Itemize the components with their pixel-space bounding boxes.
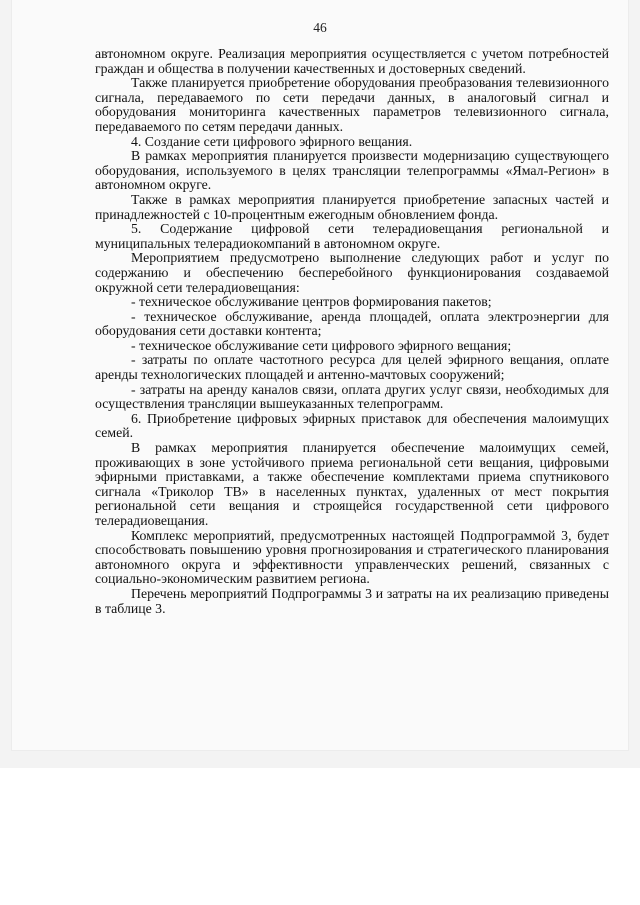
paragraph-continuation: автономном округе. Реализация мероприятия осуществляется с учетом потребностей граждан и общества в получении качественных и достоверных сведений.	[95, 46, 609, 76]
list-item: - затраты по оплате частотного ресурса для целей эфирного вещания, оплате аренды технологических площадей и антенно-мачтовых сооружений;	[95, 352, 609, 383]
document-page	[12, 0, 628, 750]
paragraph-equipment: Также планируется приобретение оборудования преобразования телевизионного сигнала, передаваемого по сети передачи данных, в аналоговый сигнал и оборудования мониторинга качественных параметров телевизионного сигнала, передаваемого по сетям передачи данных.	[95, 75, 609, 134]
list-item: - техническое обслуживание центров формирования пакетов;	[131, 294, 492, 310]
paragraph-spare-parts: Также в рамках мероприятия планируется приобретение запасных частей и принадлежностей с 10-процентным ежегодным обновлением фонда.	[95, 191, 609, 222]
heading-item-5: 5. Содержание цифровой сети телерадиовещания региональной и муниципальных телерадиокомпаний в автономном округе.	[95, 221, 609, 251]
page-body	[95, 47, 609, 616]
page-number: 46	[313, 20, 327, 35]
paragraph-table-reference: Перечень мероприятий Подпрограммы 3 и затраты на их реализацию приведены в таблице 3.	[95, 585, 609, 616]
paragraph-set-top-boxes: В рамках мероприятия планируется обеспечение малоимущих семей, проживающих в зоне устойчивого приема региональной сети вещания, цифровыми эфирными приставками, а также обеспечение комплектами приема спутникового сигнала «Триколор ТВ» в населенных пунктах, удаленных от мест покрытия региональной сети вещания и строящейся государственной сети цифрового телерадиовещания.	[95, 440, 609, 528]
paragraph-services-intro: Мероприятием предусмотрено выполнение следующих работ и услуг по содержанию и обеспечению бесперебойного функционирования создаваемой окружной сети телерадиовещания:	[95, 250, 609, 295]
list-item: - техническое обслуживание, аренда площадей, оплата электроэнергии для оборудования сети доставки контента;	[95, 308, 609, 339]
list-item: - затраты на аренду каналов связи, оплата других услуг связи, необходимых для осуществления трансляции вышеуказанных телепрограмм.	[95, 381, 609, 412]
paragraph-modernization: В рамках мероприятия планируется произвести модернизацию существующего оборудования, используемого в целях трансляции телепрограммы «Ямал-Регион» в автономном округе.	[95, 148, 609, 193]
paragraph-complex-measures: Комплекс мероприятий, предусмотренных настоящей Подпрограммой 3, будет способствовать повышению уровня прогнозирования и стратегического планирования автономного округа и эффективности управленческих решений, связанных с социально-экономическим развитием региона.	[95, 527, 609, 587]
heading-item-4: 4. Создание сети цифрового эфирного вещания.	[131, 133, 413, 149]
list-item: - техническое обслуживание сети цифрового эфирного вещания;	[131, 337, 512, 353]
blank-area	[0, 768, 640, 905]
heading-item-6: 6. Приобретение цифровых эфирных приставок для обеспечения малоимущих семей.	[95, 410, 609, 441]
